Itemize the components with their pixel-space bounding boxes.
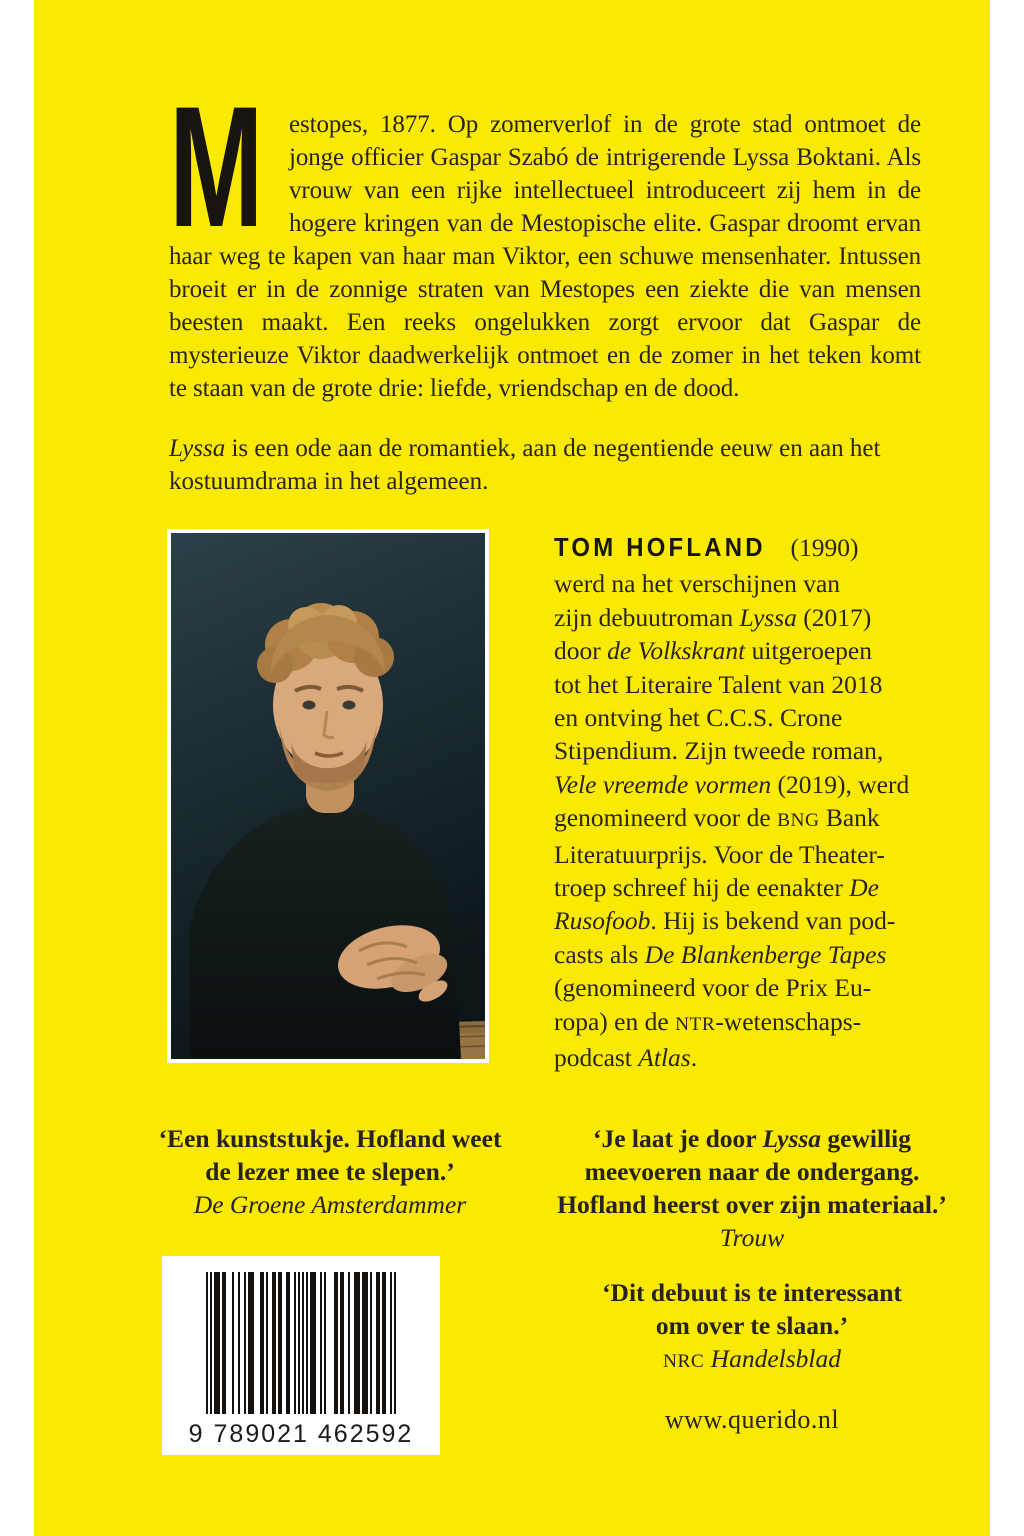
tagline-paragraph: Lyssa is een ode aan de romantiek, aan de negentiende eeuw en aan het kostuumdrama in het algemeen. (169, 435, 881, 495)
portrait-illustration (171, 533, 485, 1059)
quote-source: Trouw (719, 1223, 785, 1252)
yellow-cover (34, 0, 990, 1536)
author-heading (554, 531, 950, 564)
isbn-barcode (162, 1256, 440, 1455)
barcode-bars (206, 1272, 396, 1414)
author-bio (554, 531, 950, 1075)
author-birth-year: (1990) (790, 533, 859, 562)
synopsis-text: estopes, 1877. Op zomerverlof in de grote stad ontmoet de jonge officier Gaspar Szabó de intrigerende Lyssa Boktani. Als vrouw van een rijke intellectueel introduceert zij hem in de hogere kringen van de Mestopische elite. Gaspar droomt ervan haar weg te kapen van haar man Viktor, een schuwe mensenhater. Intussen broeit er in de zonnige straten van Mestopes een ziekte die van mensen beesten maakt. Een reeks ongelukken zorgt ervoor dat Gaspar de mysterieuze Viktor daadwerkelijk ontmoet en de zomer in het teken komt te staan van de grote drie: liefde, vriendschap en de dood. (169, 111, 921, 402)
synopsis-paragraph (169, 71, 921, 405)
quote-text: ‘Een kunststukje. Hofland weet de lezer mee te slepen.’ (158, 1124, 502, 1186)
author-bio-text: werd na het verschijnen van zijn debuutroman Lyssa (2017) door de Volkskrant uitgeroepen tot het Literaire Talent van 2018 en ontving het C.C.S. Crone Stipendium. Zijn tweede roman, Vele vreemde vormen (2019), werd genomineerd voor de BNG Bank Literatuurprijs. Voor de Theater- troep schreef hij de eenakter De Rusofoob. Hij is bekend van pod- casts als De Blankenberge Tapes (genomineerd voor de Prix Eu- ropa) en de NTR-wetenschaps- podcast Atlas. (554, 569, 910, 1073)
publisher-website: www.querido.nl (664, 1405, 840, 1434)
press-quote-trouw (552, 1122, 952, 1254)
author-name: TOM HOFLAND (554, 532, 766, 562)
quote-source: De Groene Amsterdammer (193, 1190, 467, 1219)
quote-text: ‘Je laat je door Lyssa gewillig meevoeren naar de ondergang. Hofland heerst over zijn materiaal.’ (557, 1124, 947, 1219)
dropcap-letter: M (169, 71, 264, 263)
press-quote-nrc-handelsblad (552, 1276, 952, 1378)
author-portrait-photo (167, 529, 489, 1063)
barcode-digits: 9 789021 462592 (188, 1420, 414, 1448)
quote-source: NRC Handelsblad (662, 1344, 841, 1373)
quote-text: ‘Dit debuut is te interessant om over te slaan.’ (602, 1278, 902, 1340)
press-quote-groene-amsterdammer (152, 1122, 508, 1221)
